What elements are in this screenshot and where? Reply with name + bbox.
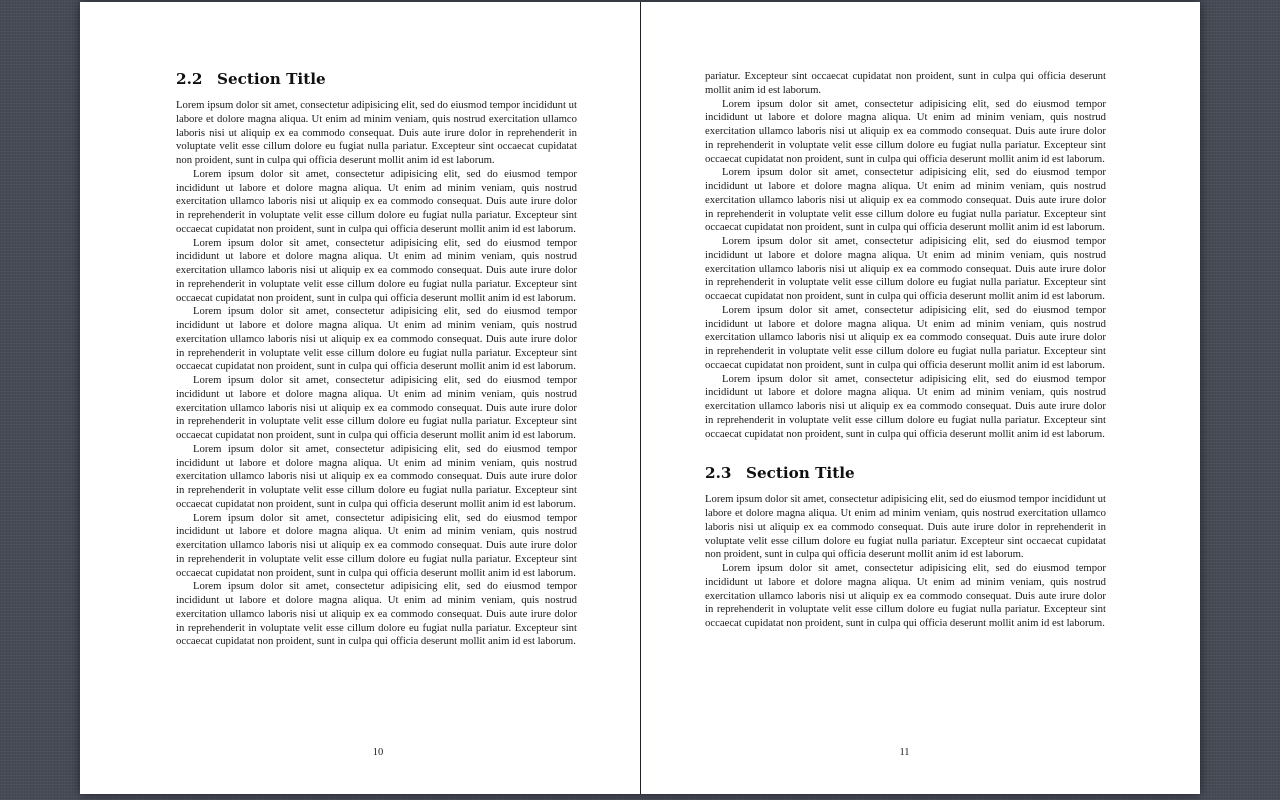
section-number: 2.3 <box>705 464 732 483</box>
document-spread <box>80 2 1200 794</box>
page-left <box>80 2 640 794</box>
paragraph: Lorem ipsum dolor sit amet, consectetur adipisicing elit, sed do eiusmod tempor incididunt ut labore et dolore magna aliqua. Ut enim ad minim veniam, quis nostrud exercitation ullamco laboris nisi ut aliquip ex ea commodo consequat. Duis aute irure dolor in reprehenderit in voluptate velit esse cillum dolore eu fugiat nulla pariatur. Excepteur sint occaecat cupidatat non proident, sunt in culpa qui officia deserunt mollit anim id est laborum. <box>176 305 577 373</box>
paragraph: Lorem ipsum dolor sit amet, consectetur adipisicing elit, sed do eiusmod tempor incididunt ut labore et dolore magna aliqua. Ut enim ad minim veniam, quis nostrud exercitation ullamco laboris nisi ut aliquip ex ea commodo consequat. Duis aute irure dolor in reprehenderit in voluptate velit esse cillum dolore eu fugiat nulla pariatur. Excepteur sint occaecat cupidatat non proident, sunt in culpa qui officia deserunt mollit anim id est laborum. <box>705 235 1106 302</box>
paragraph: Lorem ipsum dolor sit amet, consectetur adipisicing elit, sed do eiusmod tempor incididunt ut labore et dolore magna aliqua. Ut enim ad minim veniam, quis nostrud exercitation ullamco laboris nisi ut aliquip ex ea commodo consequat. Duis aute irure dolor in reprehenderit in voluptate velit esse cillum dolore eu fugiat nulla pariatur. Excepteur sint occaecat cupidatat non proident, sunt in culpa qui officia deserunt mollit anim id est laborum. <box>705 493 1106 561</box>
page-right <box>640 2 1200 794</box>
paragraph: Lorem ipsum dolor sit amet, consectetur adipisicing elit, sed do eiusmod tempor incididunt ut labore et dolore magna aliqua. Ut enim ad minim veniam, quis nostrud exercitation ullamco laboris nisi ut aliquip ex ea commodo consequat. Duis aute irure dolor in reprehenderit in voluptate velit esse cillum dolore eu fugiat nulla pariatur. Excepteur sint occaecat cupidatat non proident, sunt in culpa qui officia deserunt mollit anim id est laborum. <box>705 166 1106 234</box>
paragraph: Lorem ipsum dolor sit amet, consectetur adipisicing elit, sed do eiusmod tempor incididunt ut labore et dolore magna aliqua. Ut enim ad minim veniam, quis nostrud exercitation ullamco laboris nisi ut aliquip ex ea commodo consequat. Duis aute irure dolor in reprehenderit in voluptate velit esse cillum dolore eu fugiat nulla pariatur. Excepteur sint occaecat cupidatat non proident, sunt in culpa qui officia deserunt mollit anim id est laborum. <box>705 372 1106 440</box>
page-number: 11 <box>899 747 910 758</box>
paragraph: Lorem ipsum dolor sit amet, consectetur adipisicing elit, sed do eiusmod tempor incididunt ut labore et dolore magna aliqua. Ut enim ad minim veniam, quis nostrud exercitation ullamco laboris nisi ut aliquip ex ea commodo consequat. Duis aute irure dolor in reprehenderit in voluptate velit esse cillum dolore eu fugiat nulla pariatur. Excepteur sint occaecat cupidatat non proident, sunt in culpa qui officia deserunt mollit anim id est laborum. <box>176 99 577 166</box>
paragraph: Lorem ipsum dolor sit amet, consectetur adipisicing elit, sed do eiusmod tempor incididunt ut labore et dolore magna aliqua. Ut enim ad minim veniam, quis nostrud exercitation ullamco laboris nisi ut aliquip ex ea commodo consequat. Duis aute irure dolor in reprehenderit in voluptate velit esse cillum dolore eu fugiat nulla pariatur. Excepteur sint occaecat cupidatat non proident, sunt in culpa qui officia deserunt mollit anim id est laborum. <box>705 562 1106 629</box>
paragraph: Lorem ipsum dolor sit amet, consectetur adipisicing elit, sed do eiusmod tempor incididunt ut labore et dolore magna aliqua. Ut enim ad minim veniam, quis nostrud exercitation ullamco laboris nisi ut aliquip ex ea commodo consequat. Duis aute irure dolor in reprehenderit in voluptate velit esse cillum dolore eu fugiat nulla pariatur. Excepteur sint occaecat cupidatat non proident, sunt in culpa qui officia deserunt mollit anim id est laborum. <box>176 511 577 579</box>
text-column <box>176 70 577 648</box>
paragraph-continuation: pariatur. Excepteur sint occaecat cupidatat non proident, sunt in culpa qui officia deserunt mollit anim id est laborum. <box>705 70 1106 96</box>
section-title: Section Title <box>217 70 326 88</box>
paragraph: Lorem ipsum dolor sit amet, consectetur adipisicing elit, sed do eiusmod tempor incididunt ut labore et dolore magna aliqua. Ut enim ad minim veniam, quis nostrud exercitation ullamco laboris nisi ut aliquip ex ea commodo consequat. Duis aute irure dolor in reprehenderit in voluptate velit esse cillum dolore eu fugiat nulla pariatur. Excepteur sint occaecat cupidatat non proident, sunt in culpa qui officia deserunt mollit anim id est laborum. <box>176 374 577 441</box>
text-column <box>705 70 1106 631</box>
paragraph: Lorem ipsum dolor sit amet, consectetur adipisicing elit, sed do eiusmod tempor incididunt ut labore et dolore magna aliqua. Ut enim ad minim veniam, quis nostrud exercitation ullamco laboris nisi ut aliquip ex ea commodo consequat. Duis aute irure dolor in reprehenderit in voluptate velit esse cillum dolore eu fugiat nulla pariatur. Excepteur sint occaecat cupidatat non proident, sunt in culpa qui officia deserunt mollit anim id est laborum. <box>176 167 577 235</box>
section-heading <box>176 70 577 88</box>
paragraph: Lorem ipsum dolor sit amet, consectetur adipisicing elit, sed do eiusmod tempor incididunt ut labore et dolore magna aliqua. Ut enim ad minim veniam, quis nostrud exercitation ullamco laboris nisi ut aliquip ex ea commodo consequat. Duis aute irure dolor in reprehenderit in voluptate velit esse cillum dolore eu fugiat nulla pariatur. Excepteur sint occaecat cupidatat non proident, sunt in culpa qui officia deserunt mollit anim id est laborum. <box>705 97 1106 165</box>
paragraph: Lorem ipsum dolor sit amet, consectetur adipisicing elit, sed do eiusmod tempor incididunt ut labore et dolore magna aliqua. Ut enim ad minim veniam, quis nostrud exercitation ullamco laboris nisi ut aliquip ex ea commodo consequat. Duis aute irure dolor in reprehenderit in voluptate velit esse cillum dolore eu fugiat nulla pariatur. Excepteur sint occaecat cupidatat non proident, sunt in culpa qui officia deserunt mollit anim id est laborum. <box>176 236 577 304</box>
paragraph: Lorem ipsum dolor sit amet, consectetur adipisicing elit, sed do eiusmod tempor incididunt ut labore et dolore magna aliqua. Ut enim ad minim veniam, quis nostrud exercitation ullamco laboris nisi ut aliquip ex ea commodo consequat. Duis aute irure dolor in reprehenderit in voluptate velit esse cillum dolore eu fugiat nulla pariatur. Excepteur sint occaecat cupidatat non proident, sunt in culpa qui officia deserunt mollit anim id est laborum. <box>705 303 1106 371</box>
paragraph-continues: Lorem ipsum dolor sit amet, consectetur adipisicing elit, sed do eiusmod tempor incididunt ut labore et dolore magna aliqua. Ut enim ad minim veniam, quis nostrud exercitation ullamco laboris nisi ut aliquip ex ea commodo consequat. Duis aute irure dolor in reprehenderit in voluptate velit esse cillum dolore eu fugiat nulla pariatur. Excepteur sint occaecat cupidatat non proident, sunt in culpa qui officia deserunt mollit anim id est laborum. <box>176 580 577 648</box>
section-number: 2.2 <box>176 70 203 88</box>
section-title: Section Title <box>746 464 855 483</box>
page-number: 10 <box>372 747 384 758</box>
paragraph: Lorem ipsum dolor sit amet, consectetur adipisicing elit, sed do eiusmod tempor incididunt ut labore et dolore magna aliqua. Ut enim ad minim veniam, quis nostrud exercitation ullamco laboris nisi ut aliquip ex ea commodo consequat. Duis aute irure dolor in reprehenderit in voluptate velit esse cillum dolore eu fugiat nulla pariatur. Excepteur sint occaecat cupidatat non proident, sunt in culpa qui officia deserunt mollit anim id est laborum. <box>176 442 577 510</box>
section-heading <box>705 464 1106 482</box>
